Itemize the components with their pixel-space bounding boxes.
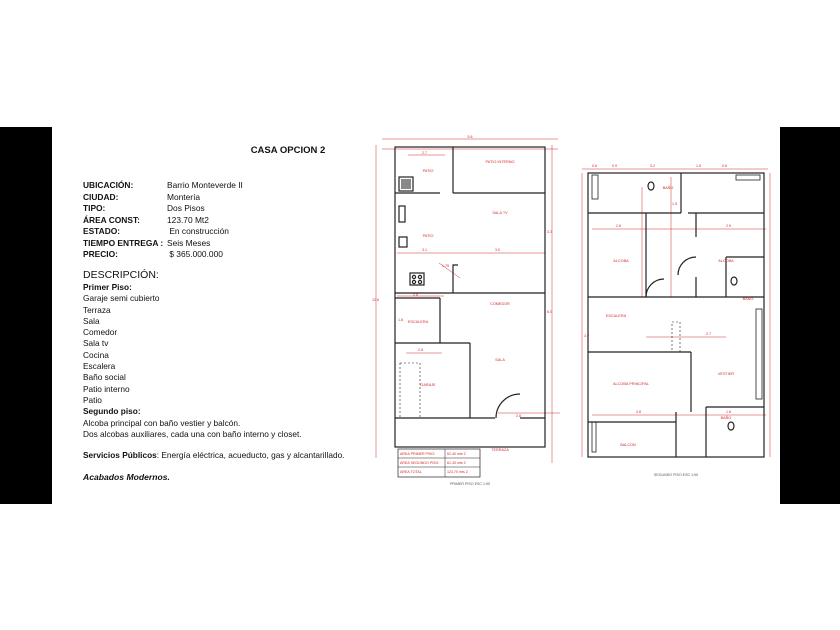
plan1-caption: PRIMER PISO ESC 1:90 [450,482,490,486]
info-value: Dos Pisos [167,203,205,213]
document-title: CASA OPCION 2 [250,145,326,156]
area-table [398,449,480,477]
first-floor-item: Garaje semi cubierto [83,293,160,304]
dim-label: 3.0 [495,248,500,252]
area-value: 62.40 mts 2 [447,452,466,456]
first-floor-item: Sala tv [83,338,109,349]
dim-label: 1.5 [672,202,677,206]
room-label-alcoba-principal: ALCOBA PRINCIPAL [612,382,650,386]
dim-label: 3.2 [650,164,655,168]
dim-label: 2.8 [413,293,418,297]
dim-label: 2.7 [422,151,427,155]
info-value: Montería [167,191,201,202]
dim-label: 3.1 [422,248,427,252]
info-row-estado [83,226,243,238]
first-floor-item: Patio interno [83,383,130,394]
info-key: TIPO: [83,203,106,213]
area-value: 123.70 mts 2 [447,470,468,474]
finish-note: Acabados Modernos. [83,472,170,482]
info-value: Barrio Monteverde II [167,180,243,190]
description-list [83,282,302,440]
dim-label: 1.8 [398,318,403,322]
public-services [83,450,345,460]
room-label-bano-1: BAÑO [662,186,674,190]
room-label-terraza: TERRAZA [491,448,509,452]
info-row-tipo [83,203,243,215]
info-row-precio [83,249,243,261]
second-floor-item: Alcoba principal con baño vestier y balcón. [83,417,241,428]
description-heading: DESCRIPCIÓN: [83,269,159,281]
room-label-vestier: VESTIER [717,372,735,376]
dim-label: 2.9 [726,224,731,228]
dim-label: 1.75 [442,264,449,268]
first-floor-item: Comedor [83,327,118,338]
listing-document [52,127,780,504]
dim-label: 1.8 [726,410,731,414]
info-key: ÁREA CONST: [83,214,140,225]
room-label-patio-2: PATIO [422,234,434,238]
info-key: UBICACIÓN: [83,180,134,190]
right-black-band [780,127,840,504]
room-label-bano-2: BAÑO [742,297,754,301]
info-row-area [83,215,243,227]
room-label-comedor: COMEDOR [490,302,510,306]
room-label-patio: PATIO [422,169,434,173]
property-info [83,180,243,261]
info-value: Seis Meses [167,237,211,248]
services-text: : Energía eléctrica, acueducto, gas y alcantarillado. [156,450,345,460]
first-floor-label: Primer Piso: [83,282,132,292]
area-label: AREA PRIMER PISO: [400,452,436,456]
dim-label: 2.8 [516,414,521,418]
room-label-alcoba-1: ALCOBA [613,259,629,263]
dim-label: 1.5 [696,164,701,168]
area-value: 61.30 mts 2 [447,461,466,465]
room-label-balcon: BALCON [620,443,636,447]
room-label-bano-3: BAÑO [720,416,732,420]
second-floor-label: Segundo piso: [83,406,141,417]
dim-label: 6.0 [547,310,552,314]
plan2-dimension-labels [584,164,731,414]
info-key: CIUDAD: [83,191,119,202]
room-label-sala-tv: SALA TV [492,211,508,215]
info-key: TIEMPO ENTREGA : [83,237,164,248]
left-black-band [0,127,52,504]
dim-label: 2.8 [418,348,423,352]
first-floor-item: Sala [83,315,100,326]
info-value: $ 365.000.000 [167,249,223,259]
first-floor-plan [370,133,566,491]
dim-label: 3.8 [636,410,641,414]
room-label-garaje: GARAJE [420,383,436,387]
first-floor-item: Terraza [83,304,111,315]
dim-label: 10.6 [372,298,379,302]
second-floor-item: Dos alcobas auxiliares, cada una con baño interno y closet. [83,428,302,439]
dim-label: 0.9 [612,164,617,168]
dim-label: 2.8 [616,224,621,228]
info-value: 123.70 Mt2 [167,214,209,225]
room-label-sala: SALA [495,358,505,362]
info-row-ubicacion [83,180,243,192]
plan2-caption: SEGUNDO PISO ESC 1:90 [653,473,699,477]
room-label-alcoba-2: ALCOBA [718,259,734,263]
second-floor-plan [576,147,776,482]
dim-label: 2.7 [706,332,711,336]
dim-label: 0.6 [592,164,597,168]
plan1-walls [395,147,545,447]
first-floor-item: Cocina [83,349,109,360]
info-key: PRECIO: [83,249,118,259]
services-label: Servicios Públicos [83,450,157,460]
room-label-escalera: ESCALERA [407,320,429,324]
info-row-ciudad [83,192,243,204]
info-row-tiempo [83,238,243,250]
area-label: AREA SEGUNDO PISO: [400,461,440,465]
first-floor-item: Patio [83,394,102,405]
dim-label: 5.8 [467,135,473,139]
info-key: ESTADO: [83,226,121,236]
plan2-room-labels [606,185,754,447]
room-label-escalera: ESCALERA [605,314,627,318]
dim-label: 3.3 [547,230,552,234]
room-label-patio-interno: PATIO INTERNO [485,160,515,164]
first-floor-item: Baño social [83,372,126,383]
info-value: En construcción [167,226,229,236]
dim-label: 3.9 [584,334,589,338]
area-label: AREA TOTAL [400,470,422,474]
dim-label: 0.6 [722,164,727,168]
first-floor-item: Escalera [83,361,116,372]
